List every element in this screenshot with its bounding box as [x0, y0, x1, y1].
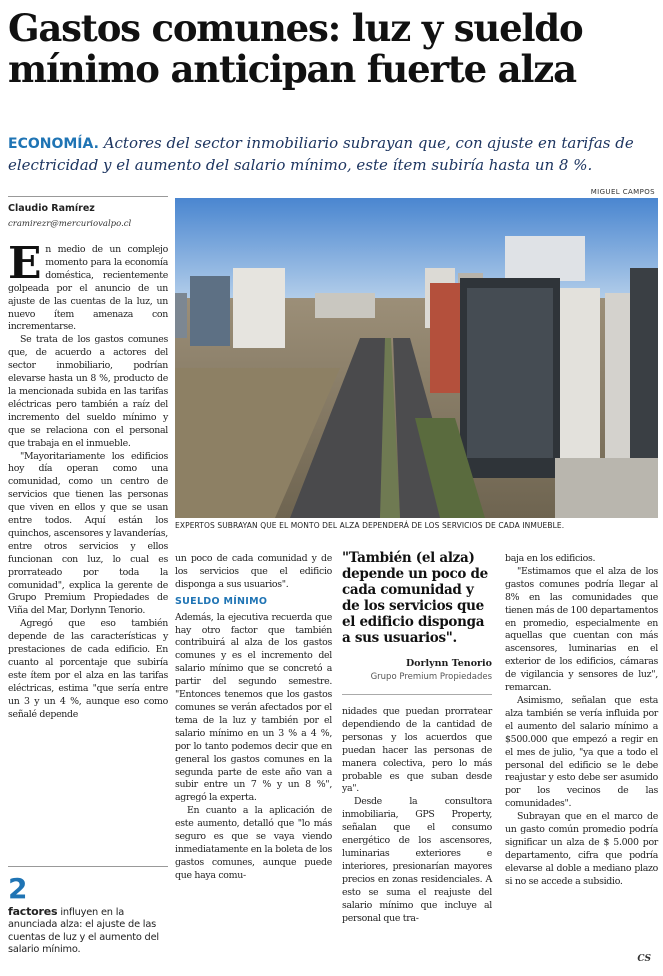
- paragraph: En medio de un complejo momento para la economía doméstica, recientemente golpeada por el anuncio de un ajuste de las cuentas de la luz, un nuevo ítem amenaza con incrementarse.: [8, 238, 168, 333]
- author-name: Claudio Ramírez: [8, 203, 95, 214]
- pull-quote-text: "También (el alza) depende un poco de cada comunidad y de los servicios que el edificio disponga a sus usuarios".: [342, 550, 488, 646]
- author-email[interactable]: cramirezr@mercuriovalpo.cl: [8, 219, 132, 229]
- subhead: SUELDO MÍNIMO: [175, 595, 268, 607]
- paragraph: "Estimamos que el alza de los gastos comunes podría llegar al 8% en las comunidades que tienen más de 100 departamentos en promedio, especialmente en aquellas que cuentan con más ascensores, luminarias en el exterior de los edificios, cámaras de vigilancia y sensores de luz", remarcan.: [505, 565, 658, 694]
- divider: [342, 694, 492, 695]
- drop-cap: E: [8, 238, 42, 289]
- paragraph: Subrayan que en el marco de un gasto común promedio podría significar un alza de $ 5.000 por departamento, cifra que podría elevarse al doble a mediano plazo si no se accede a subsidio.: [505, 811, 658, 887]
- section-kicker: ECONOMÍA.: [8, 136, 99, 152]
- photo-caption: EXPERTOS SUBRAYAN QUE EL MONTO DEL ALZA DEPENDERÁ DE LOS SERVICIOS DE CADA INMUEBLE.: [175, 521, 565, 530]
- paragraph: "Mayoritariamente los edificios hoy día operan como una comunidad, como un centro de servicios que tienen las personas que viven en ellos y que se usan entre todos. Aquí están los quinchos, ascensores y lavanderías, entre otros servicios y ellos funcionan con luz, lo cual es prorrateado por toda la comunidad", explica la gerente de Grupo Premium Propiedades de Viña del Mar, Dorlynn Tenorio.: [8, 450, 168, 617]
- fact-number: 2: [8, 872, 28, 905]
- headline: Gastos comunes: luz y sueldo mínimo anticipan fuerte alza: [8, 6, 583, 91]
- column-2: [175, 553, 332, 883]
- pull-quote-name: Dorlynn Tenorio: [405, 658, 492, 669]
- paragraph: nidades que puedan prorratear dependiendo de la cantidad de personas y los acuerdos que puedan hacer las personas de manera colectiva, pero lo más probable es que suban desde ya".: [342, 706, 492, 795]
- photo: [175, 198, 658, 518]
- end-mark: CS: [637, 954, 651, 964]
- column-4: [505, 553, 658, 889]
- paragraph: Desde la consultora inmobiliaria, GPS Property, señalan que el consumo energético de los ascensores, luminarias exteriores e interiores, presionarían mayores precios en zonas residenciales. A esto se suma el reajuste del salario mínimo que incluye al personal que tra-: [342, 796, 492, 924]
- city-aerial-photo: [175, 198, 658, 518]
- paragraph: Se trata de los gastos comunes que, de acuerdo a actores del sector inmobiliario, podrían elevarse hasta un 8 %, producto de la mencionada subida en las tarifas eléctricas pero también a raíz del incremento del sueldo mínimo y que se relaciona con el personal que trabaja en el inmueble.: [8, 334, 168, 449]
- divider: [8, 866, 168, 867]
- fact-label: factores: [8, 905, 58, 918]
- divider: [8, 196, 168, 197]
- paragraph: un poco de cada comunidad y de los servicios que el edificio disponga a sus usuarios".: [175, 553, 332, 590]
- paragraph: Agregó que eso también depende de las características y prestaciones de cada edificio. En cuanto al porcentaje que subiría este ítem por el alza en las tarifas eléctricas, estima "que sería entre un 3 y un 4 %, aunque eso como señalé depende: [8, 618, 168, 720]
- photo-credit: MIGUEL CAMPOS: [590, 188, 655, 196]
- lead-text: Actores del sector inmobiliario subrayan que, con ajuste en tarifas de electricidad y el aumento del salario mínimo, este ítem subiría hasta un 8 %.: [8, 134, 634, 174]
- fact-text: influyen en la anunciada alza: el ajuste de las cuentas de luz y el aumento del salario mínimo.: [8, 907, 159, 955]
- paragraph: baja en los edificios.: [505, 553, 596, 564]
- paragraph: Además, la ejecutiva recuerda que hay otro factor que también contribuirá al alza de los gastos comunes y es el incremento del salario mínimo que se concretó a partir del segundo semestre. "Entonces tenemos que los gastos comunes se verán afectados por el tema de la luz y también por el salario mínimo en un 3 % a 4 %, por lo tanto podemos decir que en general los gastos comunes en la segunda parte de este año van a subir entre un 7 % y un 8 %", agregó la experta.: [175, 611, 332, 804]
- column-1: [8, 238, 168, 722]
- pull-quote-org: Grupo Premium Propiedades: [370, 672, 492, 682]
- fact-box: [8, 906, 168, 956]
- lead-paragraph: [8, 133, 658, 176]
- pull-quote: [342, 550, 492, 682]
- paragraph: Asimismo, señalan que esta alza también se vería influida por el aumento del salario mínimo a $500.000 que empezó a regir en el mes de julio, "ya que a todo el personal del edificio se le debe reajustar y esto debe ser asumido por los vecinos de las comunidades".: [505, 694, 658, 810]
- column-3: [342, 706, 492, 925]
- paragraph: En cuanto a la aplicación de este aumento, detalló que "lo más seguro es que se vaya viendo inmediatamente en la boleta de los gastos comunes, aunque puede que haya comu-: [175, 805, 332, 881]
